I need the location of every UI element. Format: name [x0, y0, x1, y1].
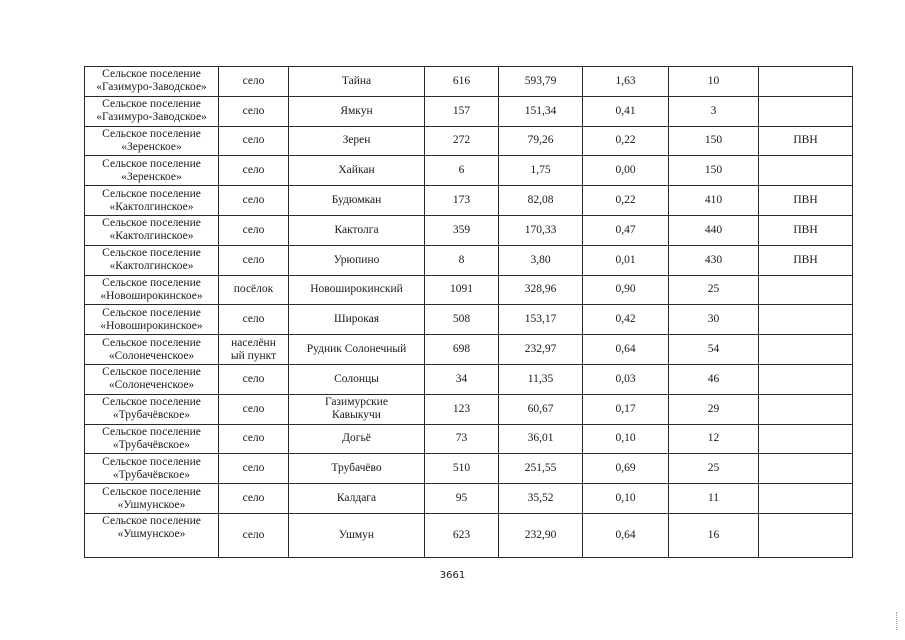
cell-population: 623 — [425, 513, 499, 557]
cell-type: село — [219, 424, 289, 454]
cell-population: 359 — [425, 215, 499, 245]
cell-population: 95 — [425, 484, 499, 514]
cell-area: 1,75 — [499, 156, 583, 186]
cell-locality: Широкая — [289, 305, 425, 335]
table-row — [85, 156, 853, 186]
cell-share: 0,64 — [583, 335, 669, 365]
cell-area: 11,35 — [499, 364, 583, 394]
cell-type: село — [219, 96, 289, 126]
cell-share: 0,41 — [583, 96, 669, 126]
cell-settlement: Сельское поселение «Солонеченское» — [85, 335, 219, 365]
cell-area: 593,79 — [499, 67, 583, 97]
cell-type: село — [219, 364, 289, 394]
cell-distance: 16 — [669, 513, 759, 557]
cell-note — [759, 424, 853, 454]
cell-distance: 11 — [669, 484, 759, 514]
cell-share: 0,10 — [583, 484, 669, 514]
cell-population: 6 — [425, 156, 499, 186]
cell-distance: 12 — [669, 424, 759, 454]
cell-note: ПВН — [759, 126, 853, 156]
cell-share: 0,42 — [583, 305, 669, 335]
cell-locality: Новоширокинский — [289, 275, 425, 305]
table-row — [85, 394, 853, 424]
table-row — [85, 126, 853, 156]
cell-area: 82,08 — [499, 186, 583, 216]
cell-settlement: Сельское поселение «Газимуро-Заводское» — [85, 96, 219, 126]
cell-share: 0,01 — [583, 245, 669, 275]
table-row — [85, 67, 853, 97]
table-row — [85, 484, 853, 514]
cell-settlement: Сельское поселение «Новоширокинское» — [85, 305, 219, 335]
cell-share: 0,22 — [583, 186, 669, 216]
cell-distance: 54 — [669, 335, 759, 365]
cell-type: село — [219, 156, 289, 186]
cell-area: 232,90 — [499, 513, 583, 557]
cell-area: 328,96 — [499, 275, 583, 305]
cell-settlement: Сельское поселение «Газимуро-Заводское» — [85, 67, 219, 97]
cell-locality: Кактолга — [289, 215, 425, 245]
cell-note — [759, 305, 853, 335]
cell-settlement: Сельское поселение «Ушмунское» — [85, 484, 219, 514]
cell-settlement: Сельское поселение «Кактолгинское» — [85, 215, 219, 245]
cell-population: 8 — [425, 245, 499, 275]
cell-note: ПВН — [759, 186, 853, 216]
cell-type: село — [219, 67, 289, 97]
cell-type: село — [219, 513, 289, 557]
cell-note — [759, 335, 853, 365]
table-row — [85, 275, 853, 305]
cell-population: 1091 — [425, 275, 499, 305]
cell-distance: 440 — [669, 215, 759, 245]
cell-area: 60,67 — [499, 394, 583, 424]
cell-note — [759, 394, 853, 424]
cell-settlement: Сельское поселение «Кактолгинское» — [85, 245, 219, 275]
cell-population: 698 — [425, 335, 499, 365]
cell-share: 0,90 — [583, 275, 669, 305]
cell-distance: 150 — [669, 126, 759, 156]
cell-area: 36,01 — [499, 424, 583, 454]
cell-locality: Ямкун — [289, 96, 425, 126]
cell-type: село — [219, 126, 289, 156]
scan-edge-mark — [896, 612, 898, 630]
table-row — [85, 335, 853, 365]
cell-type: село — [219, 394, 289, 424]
cell-type: село — [219, 215, 289, 245]
cell-locality: Догьё — [289, 424, 425, 454]
cell-type: село — [219, 454, 289, 484]
cell-locality: Трубачёво — [289, 454, 425, 484]
cell-population: 508 — [425, 305, 499, 335]
cell-distance: 3 — [669, 96, 759, 126]
cell-population: 73 — [425, 424, 499, 454]
cell-locality: Калдага — [289, 484, 425, 514]
cell-locality: Хайкан — [289, 156, 425, 186]
cell-type: село — [219, 245, 289, 275]
cell-area: 232,97 — [499, 335, 583, 365]
cell-type: село — [219, 186, 289, 216]
cell-population: 123 — [425, 394, 499, 424]
cell-distance: 410 — [669, 186, 759, 216]
cell-settlement: Сельское поселение «Трубачёвское» — [85, 424, 219, 454]
cell-share: 0,22 — [583, 126, 669, 156]
cell-locality: Тайна — [289, 67, 425, 97]
cell-locality: Будюмкан — [289, 186, 425, 216]
cell-note — [759, 156, 853, 186]
cell-distance: 10 — [669, 67, 759, 97]
cell-area: 3,80 — [499, 245, 583, 275]
page-number: 3661 — [439, 570, 466, 581]
cell-population: 510 — [425, 454, 499, 484]
settlements-table — [84, 66, 853, 558]
cell-settlement: Сельское поселение «Новоширокинское» — [85, 275, 219, 305]
table-row — [85, 215, 853, 245]
cell-distance: 150 — [669, 156, 759, 186]
cell-population: 157 — [425, 96, 499, 126]
cell-note: ПВН — [759, 245, 853, 275]
cell-settlement: Сельское поселение «Зеренское» — [85, 156, 219, 186]
cell-locality: Ушмун — [289, 513, 425, 557]
cell-settlement: Сельское поселение «Солонеченское» — [85, 364, 219, 394]
table-row — [85, 364, 853, 394]
table-row — [85, 305, 853, 335]
cell-share: 0,03 — [583, 364, 669, 394]
cell-area: 153,17 — [499, 305, 583, 335]
cell-distance: 30 — [669, 305, 759, 335]
cell-distance: 25 — [669, 275, 759, 305]
cell-share: 0,17 — [583, 394, 669, 424]
table-row — [85, 186, 853, 216]
cell-note — [759, 484, 853, 514]
cell-note — [759, 67, 853, 97]
cell-note — [759, 96, 853, 126]
table-row — [85, 454, 853, 484]
cell-share: 0,47 — [583, 215, 669, 245]
table-row — [85, 424, 853, 454]
table-row — [85, 96, 853, 126]
cell-settlement: Сельское поселение «Трубачёвское» — [85, 394, 219, 424]
cell-share: 1,63 — [583, 67, 669, 97]
cell-settlement: Сельское поселение «Кактолгинское» — [85, 186, 219, 216]
cell-area: 251,55 — [499, 454, 583, 484]
cell-locality: Урюпино — [289, 245, 425, 275]
cell-population: 34 — [425, 364, 499, 394]
cell-distance: 46 — [669, 364, 759, 394]
cell-locality: Зерен — [289, 126, 425, 156]
cell-locality: Рудник Солонечный — [289, 335, 425, 365]
cell-area: 35,52 — [499, 484, 583, 514]
cell-type: село — [219, 484, 289, 514]
cell-type: посёлок — [219, 275, 289, 305]
cell-population: 173 — [425, 186, 499, 216]
cell-area: 79,26 — [499, 126, 583, 156]
cell-note — [759, 275, 853, 305]
cell-share: 0,10 — [583, 424, 669, 454]
cell-area: 151,34 — [499, 96, 583, 126]
table-row — [85, 245, 853, 275]
cell-note — [759, 513, 853, 557]
cell-distance: 430 — [669, 245, 759, 275]
cell-type: село — [219, 305, 289, 335]
table-row — [85, 513, 853, 557]
cell-share: 0,00 — [583, 156, 669, 186]
cell-distance: 25 — [669, 454, 759, 484]
cell-locality: Газимурские Кавыкучи — [289, 394, 425, 424]
cell-settlement: Сельское поселение «Ушмунское» — [85, 513, 219, 557]
cell-note — [759, 454, 853, 484]
cell-distance: 29 — [669, 394, 759, 424]
cell-type: населённ ый пункт — [219, 335, 289, 365]
cell-note — [759, 364, 853, 394]
cell-settlement: Сельское поселение «Трубачёвское» — [85, 454, 219, 484]
cell-settlement: Сельское поселение «Зеренское» — [85, 126, 219, 156]
cell-note: ПВН — [759, 215, 853, 245]
cell-share: 0,64 — [583, 513, 669, 557]
cell-population: 272 — [425, 126, 499, 156]
cell-share: 0,69 — [583, 454, 669, 484]
cell-area: 170,33 — [499, 215, 583, 245]
table-body — [85, 67, 853, 558]
cell-locality: Солонцы — [289, 364, 425, 394]
cell-population: 616 — [425, 67, 499, 97]
